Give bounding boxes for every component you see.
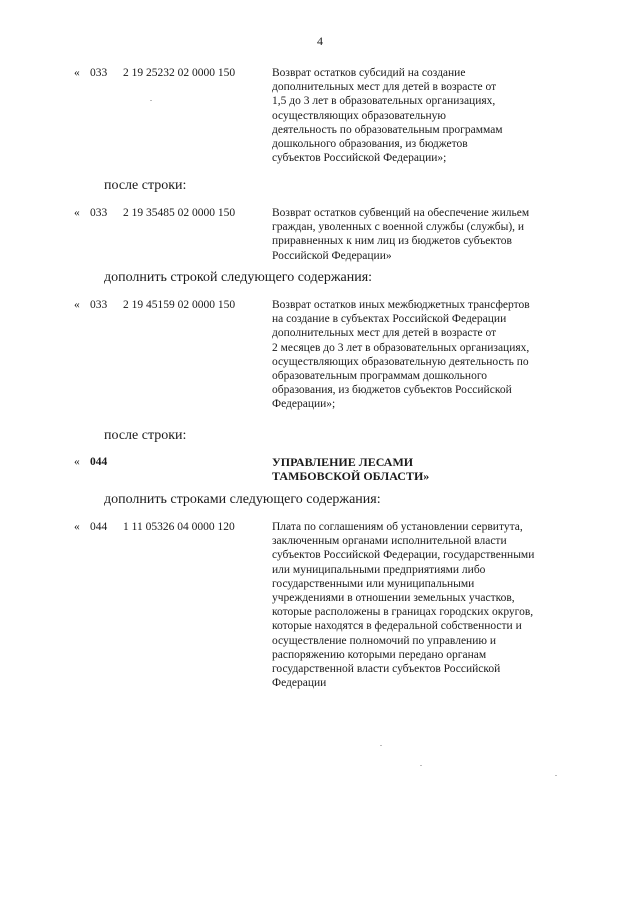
description-line: осуществляющих образовательную деятельность по bbox=[272, 355, 529, 368]
budget-code: 2 19 25232 02 0000 150 bbox=[123, 67, 236, 79]
scan-artifact bbox=[420, 765, 422, 766]
description-line: граждан, уволенных с военной службы (службы), и bbox=[272, 221, 525, 234]
heading-line: УПРАВЛЕНИЕ ЛЕСАМИ bbox=[272, 455, 414, 469]
description-line: государственной власти субъектов Российской bbox=[272, 663, 501, 676]
description-line: образовательным программам дошкольного bbox=[272, 370, 487, 383]
description-line: дошкольного образования, из бюджетов bbox=[272, 138, 468, 151]
description-line: Возврат остатков субвенций на обеспечение жильем bbox=[272, 207, 530, 219]
description-line: приравненных к ним лиц из бюджетов субъектов bbox=[272, 235, 512, 248]
instruction-add-rows: дополнить строками следующего содержания: bbox=[104, 492, 381, 507]
admin-code: 033 bbox=[90, 299, 108, 311]
description-line: Российской Федерации» bbox=[272, 249, 392, 262]
description-line: Плата по соглашениям об установлении сервитута, bbox=[272, 521, 523, 533]
description-line: Возврат остатков иных межбюджетных трансфертов bbox=[272, 299, 530, 311]
description-line: дополнительных мест для детей в возрасте от bbox=[272, 327, 497, 340]
opening-quote: « bbox=[74, 456, 80, 468]
description-line: осуществляющих образовательную bbox=[272, 109, 447, 122]
budget-code: 2 19 35485 02 0000 150 bbox=[123, 207, 236, 219]
description-line: на создание в субъектах Российской Федерации bbox=[272, 313, 507, 326]
description-line: или муниципальными предприятиями либо bbox=[272, 563, 486, 576]
row-description bbox=[272, 66, 572, 165]
instruction-after-row: после строки: bbox=[104, 178, 187, 193]
description-line: которые находятся в федеральной собственности и bbox=[272, 620, 522, 633]
scan-artifact bbox=[150, 100, 152, 101]
description-line: образования, из бюджетов субъектов Российской bbox=[272, 384, 512, 397]
section-heading bbox=[272, 455, 572, 483]
instruction-after-row: после строки: bbox=[104, 428, 187, 443]
admin-code: 044 bbox=[90, 456, 108, 468]
admin-code: 044 bbox=[90, 521, 108, 533]
description-line: распоряжению которыми передано органам bbox=[272, 648, 487, 661]
description-line: дополнительных мест для детей в возрасте от bbox=[272, 81, 497, 94]
description-line: заключенным органами исполнительной власти bbox=[272, 535, 507, 548]
description-line: государственными или муниципальными bbox=[272, 577, 475, 590]
row-description bbox=[272, 206, 602, 263]
row-description bbox=[272, 520, 602, 690]
scan-artifact bbox=[555, 775, 557, 776]
description-line: Федерации»; bbox=[272, 398, 336, 411]
opening-quote: « bbox=[74, 521, 80, 533]
page-number: 4 bbox=[317, 34, 323, 48]
row-description bbox=[272, 298, 602, 412]
budget-code: 2 19 45159 02 0000 150 bbox=[123, 299, 236, 311]
heading-line: ТАМБОВСКОЙ ОБЛАСТИ» bbox=[272, 469, 430, 483]
description-line: 1,5 до 3 лет в образовательных организациях, bbox=[272, 95, 496, 108]
description-line: осуществление полномочий по управлению и bbox=[272, 634, 496, 647]
scan-artifact bbox=[380, 745, 382, 746]
admin-code: 033 bbox=[90, 67, 108, 79]
admin-code: 033 bbox=[90, 207, 108, 219]
description-line: субъектов Российской Федерации»; bbox=[272, 152, 447, 165]
description-line: учреждениями в отношении земельных участков, bbox=[272, 592, 515, 605]
description-line: которые расположены в границах городских округов, bbox=[272, 606, 534, 619]
budget-code: 1 11 05326 04 0000 120 bbox=[123, 521, 235, 533]
description-line: субъектов Российской Федерации, государственными bbox=[272, 549, 535, 562]
description-line: 2 месяцев до 3 лет в образовательных организациях, bbox=[272, 341, 530, 354]
description-line: деятельность по образовательным программам bbox=[272, 123, 503, 136]
opening-quote: « bbox=[74, 67, 80, 79]
instruction-add-row: дополнить строкой следующего содержания: bbox=[104, 270, 373, 285]
description-line: Возврат остатков субсидий на создание bbox=[272, 67, 466, 79]
opening-quote: « bbox=[74, 207, 80, 219]
description-line: Федерации bbox=[272, 677, 327, 690]
opening-quote: « bbox=[74, 299, 80, 311]
